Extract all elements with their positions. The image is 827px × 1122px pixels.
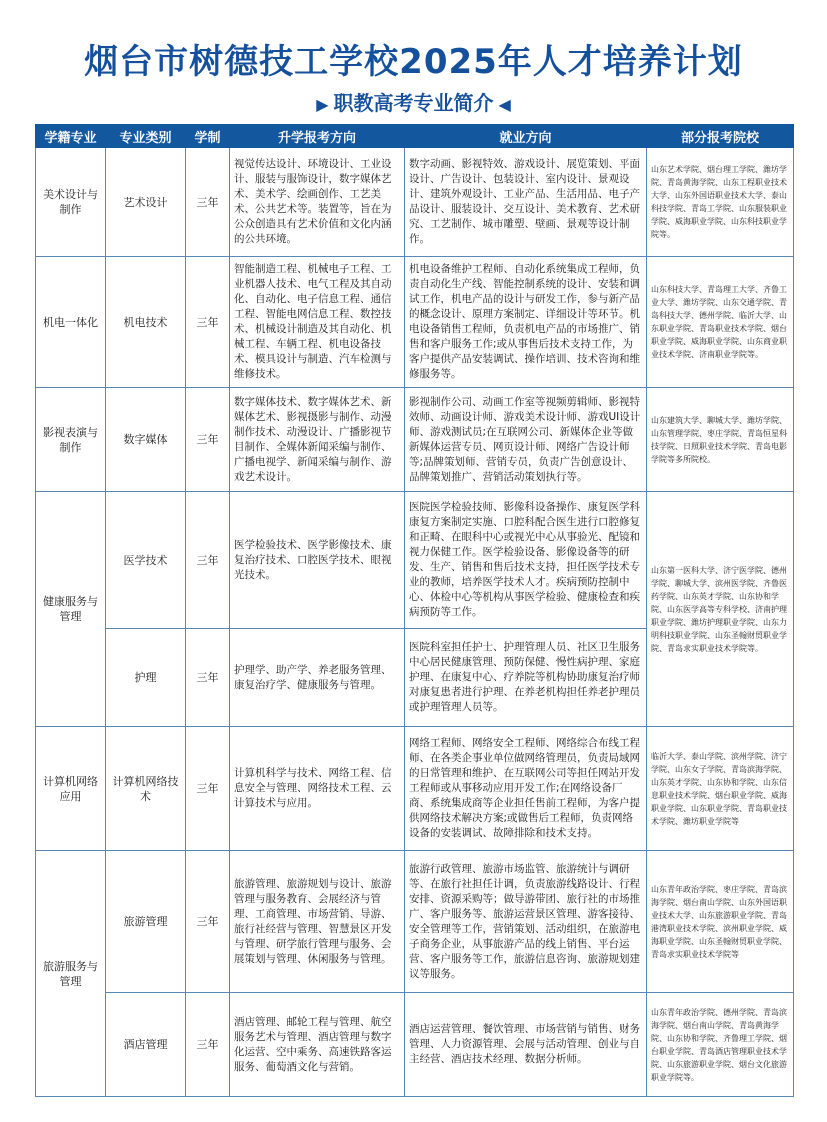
colleges-cell: 临沂大学、泰山学院、滨州学院、济宁学院、山东女子学院、青岛滨海学院、山东英才学院、山东协和学院、山东信息职业技术学院、烟台职业学院、威海职业学院、山东职业学院、青岛职业技术学院、潍坊职业学院等 xyxy=(647,727,794,851)
table-row xyxy=(36,148,794,257)
duration-cell: 三年 xyxy=(186,851,230,993)
category-cell: 机电技术 xyxy=(106,257,186,388)
study-cell: 数字媒体技术、数字媒体艺术、新媒体艺术、影视摄影与制作、动漫制作技术、动漫设计、广播影视节目制作、全媒体新闻采编与制作、广播电视学、新闻采编与制作、游戏艺术设计。 xyxy=(230,388,405,492)
subtitle-text: 职教高考专业简介 xyxy=(333,91,494,115)
major-cell: 旅游服务与管理 xyxy=(36,851,106,1097)
study-cell: 计算机科学与技术、网络工程、信息安全与管理、网络技术工程、云计算技术与应用。 xyxy=(230,727,405,851)
jobs-cell: 网络工程师、网络安全工程师、网络综合布线工程师、在各类企事业单位做网络管理员，负责局域网的日常管理和维护、在互联网公司等担任网站开发工程师或从事移动应用开发工作;在网络设备厂商、系统集成商等企业担任售前工程师，为客户提供网络技术解决方案;或做售后工程师，负责网络设备的安装调试、故障排除和技术支持。 xyxy=(405,727,647,851)
table-row xyxy=(36,993,794,1097)
table-row xyxy=(36,388,794,492)
duration-cell: 三年 xyxy=(186,629,230,727)
colleges-cell: 山东青年政治学院、枣庄学院、青岛滨海学院、烟台南山学院、山东外国语职业技术大学、山东旅游职业学院、青岛港湾职业技术学院、滨州职业学院、威海职业学院、山东圣翰财贸职业学院、青岛求实职业技术学院等 xyxy=(647,851,794,993)
duration-cell: 三年 xyxy=(186,727,230,851)
major-cell: 影视表演与制作 xyxy=(36,388,106,492)
major-cell: 健康服务与管理 xyxy=(36,492,106,727)
column-header-category: 专业类别 xyxy=(106,125,186,148)
category-cell: 酒店管理 xyxy=(106,993,186,1097)
colleges-cell: 山东艺术学院、烟台理工学院、潍坊学院、青岛黄海学院、山东工程职业技术大学、山东外国语职业技术大学、泰山科技学院、青岛工学院、山东服装职业学院、威海职业学院、山东科技职业学院等。 xyxy=(647,148,794,257)
column-header-duration: 学制 xyxy=(186,125,230,148)
program-table xyxy=(35,124,794,1097)
jobs-cell: 旅游行政管理、旅游市场监管、旅游统计与调研等、在旅行社担任计调，负责旅游线路设计、行程安排、资源采购等；做导游带团、旅行社的市场推广、客户服务等、旅游运营景区管理、游客接待、安全管理等工作，营销策划、活动组织，在旅游电子商务企业，从事旅游产品的线上销售、平台运营、客户服务等工作，旅游信息咨询、旅游规划建议等服务。 xyxy=(405,851,647,993)
category-cell: 护理 xyxy=(106,629,186,727)
column-header-study: 升学报考方向 xyxy=(230,125,405,148)
page-title: 烟台市树德技工学校2025年人才培养计划 xyxy=(84,42,743,82)
major-cell: 美术设计与制作 xyxy=(36,148,106,257)
major-cell: 计算机网络应用 xyxy=(36,727,106,851)
column-header-jobs: 就业方向 xyxy=(405,125,647,148)
category-cell: 旅游管理 xyxy=(106,851,186,993)
jobs-cell: 数字动画、影视特效、游戏设计、展览策划、平面设计、广告设计、包装设计、室内设计、景观设计、建筑外观设计、工业产品、生活用品、电子产品设计、服装设计、交互设计、美术教育、艺术研究、工艺制作、城市雕塑、壁画、景观等设计制作。 xyxy=(405,148,647,257)
jobs-cell: 医院科室担任护士、护理管理人员、社区卫生服务中心居民健康管理、预防保健、慢性病护理、家庭护理、在康复中心、疗养院等机构协助康复治疗师对康复患者进行护理、在养老机构担任养老护理员或护理管理人员等。 xyxy=(405,629,647,727)
duration-cell: 三年 xyxy=(186,492,230,629)
column-header-major: 学籍专业 xyxy=(36,125,106,148)
study-cell: 智能制造工程、机械电子工程、工业机器人技术、电气工程及其自动化、自动化、电子信息工程、通信工程、智能电网信息工程、数控技术、机械设计制造及其自动化、机械工程、车辆工程、机电设备技术、模具设计与制造、汽车检测与维修技术。 xyxy=(230,257,405,388)
colleges-cell: 山东第一医科大学、济宁医学院、德州学院、聊城大学、滨州医学院、齐鲁医药学院、山东英才学院、山东协和学院、山东医学高等专科学校、济南护理职业学院、潍坊护理职业学院、山东力明科技职业学院、山东圣翰财贸职业学院、青岛求实职业技术学院等。 xyxy=(647,492,794,727)
colleges-cell: 山东建筑大学、聊城大学、潍坊学院、山东管理学院、枣庄学院、青岛恒星科技学院、日照职业技术学院、青岛电影学院等多所院校。 xyxy=(647,388,794,492)
duration-cell: 三年 xyxy=(186,148,230,257)
study-cell: 旅游管理、旅游规划与设计、旅游管理与服务教育、会展经济与管理、工商管理、市场营销、导游、旅行社经营与管理、智慧景区开发与管理、研学旅行管理与服务、会展策划与管理、休闲服务与管理。 xyxy=(230,851,405,993)
column-header-colleges: 部分报考院校 xyxy=(647,125,794,148)
category-cell: 艺术设计 xyxy=(106,148,186,257)
category-cell: 数字媒体 xyxy=(106,388,186,492)
table-row xyxy=(36,492,794,629)
jobs-cell: 医院医学检验技师、影像科设备操作、康复医学科康复方案制定实施、口腔科配合医生进行口腔修复和正畸、在眼科中心或视光中心从事验光、配镜和视力保健工作。医学检验设备、影像设备等的研发、生产、销售和售后技术支持，担任医学技术专业的教师，培养医学技术人才。疾病预防控制中心、体检中心等机构从事医学检验、健康检查和疾病预防等工作。 xyxy=(405,492,647,629)
colleges-cell: 山东科技大学、青岛理工大学、齐鲁工业大学、潍坊学院、山东交通学院、青岛科技大学、德州学院、临沂大学、山东职业学院、青岛职业技术学院、烟台职业学院、威海职业学院、山东商业职业技术学院、济南职业学院等。 xyxy=(647,257,794,388)
table-row xyxy=(36,851,794,993)
duration-cell: 三年 xyxy=(186,257,230,388)
duration-cell: 三年 xyxy=(186,388,230,492)
triangle-right-icon: ▶ xyxy=(316,95,329,114)
study-cell: 视觉传达设计、环境设计、工业设计、服装与服饰设计，数字媒体艺术、美术学、绘画创作、工艺美术、公共艺术等。装置等，旨在为公众创造具有艺术价值和文化内涵的公共环境。 xyxy=(230,148,405,257)
colleges-cell: 山东青年政治学院、德州学院、青岛滨海学院、烟台南山学院、青岛黄海学院、山东协和学院、齐鲁理工学院、烟台职业学院、青岛酒店管理职业技术学院、山东旅游职业学院、烟台文化旅游职业学院等。 xyxy=(647,993,794,1097)
triangle-left-icon: ◀ xyxy=(498,95,511,114)
category-cell: 医学技术 xyxy=(106,492,186,629)
category-cell: 计算机网络技术 xyxy=(106,727,186,851)
jobs-cell: 酒店运营管理、餐饮管理、市场营销与销售、财务管理、人力资源管理、会展与活动管理、创业与自主经营、酒店技术经理、数据分析师。 xyxy=(405,993,647,1097)
study-cell: 护理学、助产学、养老服务管理、康复治疗学、健康服务与管理。 xyxy=(230,629,405,727)
jobs-cell: 影视制作公司、动画工作室等视频剪辑师、影视特效师、动画设计师、游戏美术设计师、游戏UI设计师、游戏测试员;在互联网公司、新媒体企业等做新媒体运营专员、网页设计师、网络广告设计师等;品牌策划师、营销专员，负责广告创意设计、品牌策划推广、营销活动策划执行等。 xyxy=(405,388,647,492)
table-row xyxy=(36,727,794,851)
jobs-cell: 机电设备维护工程师、自动化系统集成工程师，负责自动化生产线、智能控制系统的设计、安装和调试工作，机电产品的设计与研发工作，参与新产品的概念设计、原理方案制定、详细设计等环节。机电设备销售工程师，负责机电产品的市场推广、销售和客户服务工作;或从事售后技术支持工作，为客户提供产品安装调试、操作培训、技术咨询和维修服务等。 xyxy=(405,257,647,388)
table-header-row xyxy=(36,125,794,148)
page-subtitle xyxy=(0,87,827,116)
major-cell: 机电一体化 xyxy=(36,257,106,388)
study-cell: 酒店管理、邮轮工程与管理、航空服务艺术与管理、酒店管理与数字化运营、空中乘务、高速铁路客运服务、葡萄酒文化与营销。 xyxy=(230,993,405,1097)
table-row xyxy=(36,257,794,388)
duration-cell: 三年 xyxy=(186,993,230,1097)
study-cell: 医学检验技术、医学影像技术、康复治疗技术、口腔医学技术、眼视光技术。 xyxy=(230,492,405,629)
